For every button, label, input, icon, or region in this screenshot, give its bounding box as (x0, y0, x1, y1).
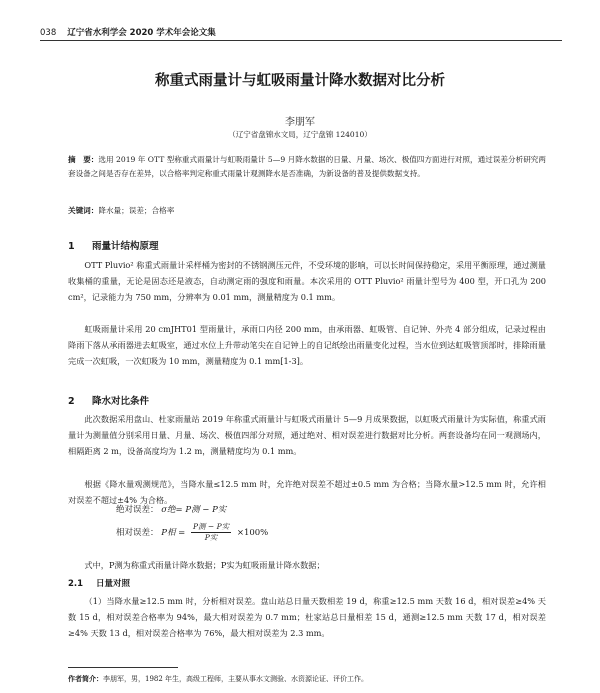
author-footnote (68, 674, 368, 684)
section-number: 1 (68, 241, 75, 252)
section-1-heading (68, 238, 159, 252)
footnote-label: 作者简介： (68, 675, 103, 683)
header-divider (40, 40, 562, 41)
footnote-divider (68, 667, 178, 668)
section-number: 2 (68, 396, 75, 407)
fraction-numerator: P测 − P实 (192, 522, 230, 531)
abstract-label: 摘 要： (68, 155, 99, 164)
subsection-title: 日量对照 (96, 579, 131, 589)
author-name: 李朋军 (285, 117, 315, 128)
keywords-label: 关键词： (68, 206, 99, 215)
section-title: 雨量计结构原理 (92, 241, 159, 252)
formula-expression: σ绝= P测 − P实 (161, 505, 227, 515)
footnote-text: 李朋军，男，1982 年生，高级工程师，主要从事水文测验、水资源论证、评价工作。 (103, 675, 369, 683)
absolute-error-formula (116, 503, 226, 515)
running-header (40, 26, 216, 38)
section-2-1-paragraph-1: （1）当降水量≥12.5 mm 时，分析相对误差。盘山站总日量天数相差 19 d，称重≥12.5 mm 天数 16 d，相对误差≥4% 天数 15 d，相对误差合格率为 94%，最大相对误差为 0.7 mm；杜家站总日量相差 15 d，通测≥12.5 mm 天数 17 d，相对误差≥4% 天数 13 d，相对误差合格率为 76%，最大相对误差为 2.3 mm。 (68, 596, 546, 638)
keywords-text: 降水量；误差；合格率 (98, 206, 175, 215)
journal-name: 辽宁省水利学会 2020 学术年会论文集 (67, 28, 216, 38)
abstract-text: 选用 2019 年 OTT 型称重式雨量计与虹吸雨量计 5—9 月降水数据的日量、月量、场次、极值四方面进行对照，通过误差分析研究两套设备之间是否存在差异，以合格率判定称重式雨量计观测降水是否准确，为新设备的普及提供数据支持。 (68, 155, 546, 178)
relative-error-formula (116, 522, 268, 543)
section-2-1-heading (68, 577, 130, 589)
author-affiliation: （辽宁省盘锦水文局，辽宁盘锦 124010） (228, 130, 372, 139)
section-title: 降水对比条件 (92, 396, 150, 407)
section-2-paragraph-1: 此次数据采用盘山、杜家雨量站 2019 年称重式雨量计与虹吸式雨量计 5—9 月成果数据，以虹吸式雨量计为实际值，称重式雨量计为测量值分别采用日量、月量、场次、极值四部分对照，通过绝对、相对误差进行数据对比分析。两套设备均在同一观测场内，相隔距离 2 m，设备高度均为 1.2 m，测量精度均为 0.1 mm。 (68, 414, 546, 456)
formula-fraction (191, 522, 231, 543)
keywords (68, 204, 546, 218)
formula-lhs: P相 = (161, 528, 186, 538)
fraction-denominator: P实 (204, 533, 218, 542)
section-2-paragraph-2: 根据《降水量观测规范》，当降水量≤12.5 mm 时，允许绝对误差不超过±0.5 mm 为合格；当降水量>12.5 mm 时，允许相对误差不超过±4% 为合格。 (68, 479, 546, 505)
subsection-number: 2.1 (68, 579, 84, 589)
formula-label: 绝对误差： (116, 505, 159, 515)
page-number: 038 (40, 28, 57, 38)
abstract (68, 153, 546, 181)
section-1-paragraph-2: 虹吸雨量计采用 20 cmJHT01 型雨量计，承雨口内径 200 mm，由承雨器、虹吸管、自记钟、外壳 4 部分组成，记录过程由降雨下落从承雨器进去虹吸室，通过水位上升带动笔尖在自记钟上的自记纸绘出雨量变化过程，当水位到达虹吸管顶部时，排除雨量完成一次虹吸，一次虹吸为 10 mm，测量精度为 0.1 mm[1-3]。 (68, 324, 546, 366)
formula-label: 相对误差： (116, 528, 159, 538)
section-2-heading (68, 393, 149, 407)
formula-explanation: 式中，P测为称重式雨量计降水数据；P实为虹吸雨量计降水数据； (84, 560, 325, 570)
formula-suffix: ×100% (236, 528, 269, 538)
section-1-paragraph-1: OTT Pluvio² 称重式雨量计采样桶为密封的不锈钢测压元件，不受环境的影响，可以长时间保持稳定，采用平衡原理，通过测量收集桶的重量，无论是固态还是液态，自动测定雨的强度和雨量。本次采用的 OTT Pluvio² 雨量计型号为 400 型，开口孔为 200 cm²，记录能力为 750 mm，分辨率为 0.01 mm，测量精度为 0.1 mm。 (68, 260, 546, 302)
paper-title: 称重式雨量计与虹吸雨量计降水数据对比分析 (155, 73, 445, 89)
